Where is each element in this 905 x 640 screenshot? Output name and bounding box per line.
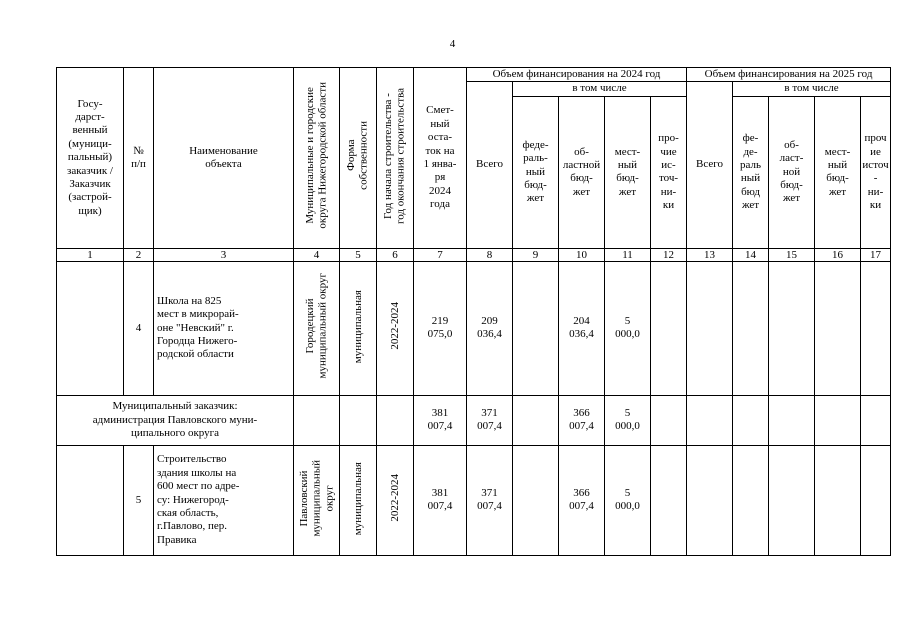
cell-years: 2022-2024 xyxy=(377,261,414,395)
header-total-2025: Всего xyxy=(687,82,733,248)
cell-total-2025 xyxy=(687,395,733,445)
cell-object-name: Школа на 825 мест в микрорай- оне "Невский" г. Городца Нижего- родской области xyxy=(154,261,294,395)
col-number: 9 xyxy=(513,248,559,261)
cell-municipal: Павловский муниципальный округ xyxy=(294,445,340,555)
page-number: 4 xyxy=(449,38,456,50)
cell-fed-2024 xyxy=(513,395,559,445)
cell-estimate: 381 007,4 xyxy=(414,395,467,445)
cell-customer-summary: Муниципальный заказчик: администрация Павловского муни- ципального округа xyxy=(57,395,294,445)
cell-estimate: 219 075,0 xyxy=(414,261,467,395)
header-incl-2025: в том числе xyxy=(733,82,891,96)
header-fed-2024: феде- раль- ный бюд- жет xyxy=(513,96,559,248)
header-name: Наименование объекта xyxy=(154,68,294,249)
header-other-2025: прочие источ- ни- ки xyxy=(861,96,891,248)
cell-other-2025 xyxy=(861,445,891,555)
col-number: 11 xyxy=(605,248,651,261)
cell-fed-2025 xyxy=(733,445,769,555)
cell-years: 2022-2024 xyxy=(377,445,414,555)
header-fin-2024: Объем финансирования на 2024 год xyxy=(467,68,687,82)
header-fed-2025: фе- де- раль ный бюд жет xyxy=(733,96,769,248)
cell-other-2024 xyxy=(651,395,687,445)
col-number: 2 xyxy=(124,248,154,261)
cell-num: 4 xyxy=(124,261,154,395)
cell-municipal xyxy=(294,395,340,445)
col-number: 8 xyxy=(467,248,513,261)
cell-fed-2025 xyxy=(733,261,769,395)
cell-fed-2025 xyxy=(733,395,769,445)
cell-num: 5 xyxy=(124,445,154,555)
header-customer: Госу- дарст- венный (муници- пальный) заказчик / Заказчик (застрой- щик) xyxy=(57,68,124,249)
cell-total-2025 xyxy=(687,445,733,555)
cell-ownership: муниципальная xyxy=(340,445,377,555)
col-number: 16 xyxy=(815,248,861,261)
cell-loc-2025 xyxy=(815,395,861,445)
cell-fed-2024 xyxy=(513,445,559,555)
col-number: 10 xyxy=(559,248,605,261)
cell-reg-2025 xyxy=(769,395,815,445)
cell-customer xyxy=(57,445,124,555)
cell-loc-2024: 5 000,0 xyxy=(605,445,651,555)
cell-reg-2024: 366 007,4 xyxy=(559,395,605,445)
table-row xyxy=(57,395,891,445)
cell-other-2025 xyxy=(861,261,891,395)
col-number: 1 xyxy=(57,248,124,261)
cell-reg-2024: 204 036,4 xyxy=(559,261,605,395)
cell-reg-2024: 366 007,4 xyxy=(559,445,605,555)
cell-municipal: Городецкий муниципальный округ xyxy=(294,261,340,395)
header-years: Год начала строительства - год окончания строительства xyxy=(377,68,414,249)
header-num: № п/п xyxy=(124,68,154,249)
header-ownership: Форма собственности xyxy=(340,68,377,249)
header-reg-2025: об- ласт- ной бюд- жет xyxy=(769,96,815,248)
cell-total-2024: 371 007,4 xyxy=(467,445,513,555)
cell-fed-2024 xyxy=(513,261,559,395)
col-number: 5 xyxy=(340,248,377,261)
header-loc-2025: мест- ный бюд- жет xyxy=(815,96,861,248)
header-municipal: Муниципальные и городские округа Нижегородской области xyxy=(294,68,340,249)
table-row xyxy=(57,261,891,395)
col-number: 15 xyxy=(769,248,815,261)
header-total-2024: Всего xyxy=(467,82,513,248)
cell-loc-2024: 5 000,0 xyxy=(605,395,651,445)
cell-ownership xyxy=(340,395,377,445)
cell-other-2024 xyxy=(651,445,687,555)
col-number: 12 xyxy=(651,248,687,261)
col-number: 6 xyxy=(377,248,414,261)
cell-ownership: муниципальная xyxy=(340,261,377,395)
cell-object-name: Строительство здания школы на 600 мест по адре- су: Нижегород- ская область, г.Павлово, пер. Правика xyxy=(154,445,294,555)
cell-estimate: 381 007,4 xyxy=(414,445,467,555)
cell-loc-2025 xyxy=(815,445,861,555)
cell-total-2025 xyxy=(687,261,733,395)
cell-customer xyxy=(57,261,124,395)
cell-other-2025 xyxy=(861,395,891,445)
col-number: 7 xyxy=(414,248,467,261)
table-row xyxy=(57,445,891,555)
header-estimate: Смет- ный оста- ток на 1 янва- ря 2024 года xyxy=(414,68,467,249)
financing-table xyxy=(56,67,891,556)
cell-reg-2025 xyxy=(769,261,815,395)
header-other-2024: про- чие ис- точ- ни- ки xyxy=(651,96,687,248)
cell-other-2024 xyxy=(651,261,687,395)
col-number: 14 xyxy=(733,248,769,261)
header-fin-2025: Объем финансирования на 2025 год xyxy=(687,68,891,82)
header-reg-2024: об- ластной бюд- жет xyxy=(559,96,605,248)
cell-total-2024: 209 036,4 xyxy=(467,261,513,395)
cell-years xyxy=(377,395,414,445)
cell-total-2024: 371 007,4 xyxy=(467,395,513,445)
column-numbers-row xyxy=(57,248,891,261)
header-loc-2024: мест- ный бюд- жет xyxy=(605,96,651,248)
header-incl-2024: в том числе xyxy=(513,82,687,96)
cell-loc-2024: 5 000,0 xyxy=(605,261,651,395)
cell-reg-2025 xyxy=(769,445,815,555)
cell-loc-2025 xyxy=(815,261,861,395)
col-number: 3 xyxy=(154,248,294,261)
col-number: 17 xyxy=(861,248,891,261)
col-number: 4 xyxy=(294,248,340,261)
col-number: 13 xyxy=(687,248,733,261)
